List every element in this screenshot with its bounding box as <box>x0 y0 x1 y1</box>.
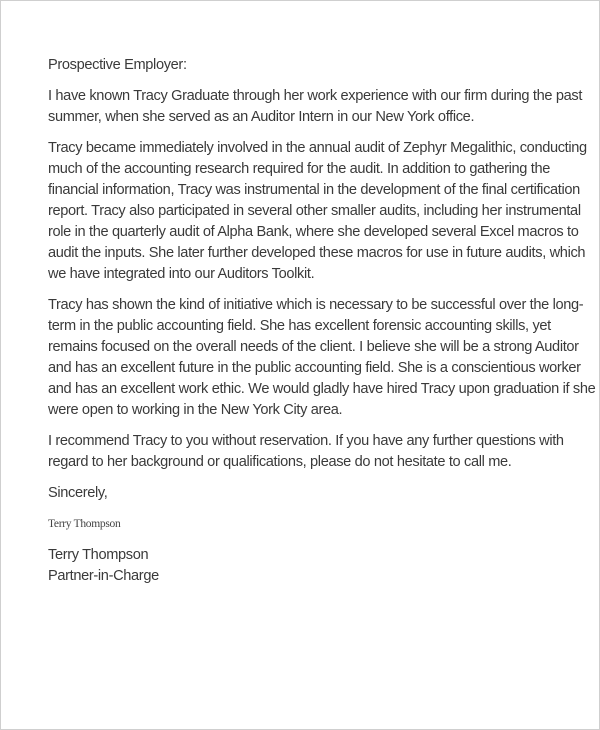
text-line: much of the accounting research required for the audit. In addition to gathering the <box>48 161 550 177</box>
signer-title: Partner-in-Charge <box>48 568 159 584</box>
text-line: audit the inputs. She later further developed these macros for use in future audits, which <box>48 245 586 261</box>
paragraph-experience <box>48 138 588 285</box>
signature: Terry Thompson <box>48 518 121 530</box>
salutation: Prospective Employer: <box>48 57 187 73</box>
text-line: we have integrated into our Auditors Toolkit. <box>48 266 315 282</box>
text-line: and has an excellent future in the public accounting field. She is a conscientious worker <box>48 360 581 376</box>
paragraph-recommendation <box>48 431 588 473</box>
recommendation-letter <box>48 55 596 597</box>
paragraph-qualities <box>48 295 596 421</box>
text-line: were open to working in the New York City area. <box>48 402 343 418</box>
text-line: regard to her background or qualifications, please do not hesitate to call me. <box>48 454 512 470</box>
text-line: Tracy has shown the kind of initiative which is necessary to be successful over the long- <box>48 297 584 313</box>
paragraph-intro <box>48 86 588 128</box>
text-line: and has an excellent work ethic. We would gladly have hired Tracy upon graduation if she <box>48 381 596 397</box>
text-line: report. Tracy also participated in several other smaller audits, including her instrumental <box>48 203 581 219</box>
text-line: I have known Tracy Graduate through her work experience with our firm during the past <box>48 88 583 104</box>
closing: Sincerely, <box>48 485 108 501</box>
text-line: remains focused on the overall needs of the client. I believe she will be a strong Auditor <box>48 339 579 355</box>
text-line: I recommend Tracy to you without reservation. If you have any further questions with <box>48 433 564 449</box>
signer-name: Terry Thompson <box>48 547 149 563</box>
text-line: term in the public accounting field. She has excellent forensic accounting skills, yet <box>48 318 551 334</box>
text-line: Tracy became immediately involved in the annual audit of Zephyr Megalithic, conducting <box>48 140 587 156</box>
text-line: summer, when she served as an Auditor Intern in our New York office. <box>48 109 475 125</box>
text-line: financial information, Tracy was instrumental in the development of the final certification <box>48 182 580 198</box>
text-line: role in the quarterly audit of Alpha Bank, where she developed several Excel macros to <box>48 224 579 240</box>
signer-block <box>48 545 588 587</box>
